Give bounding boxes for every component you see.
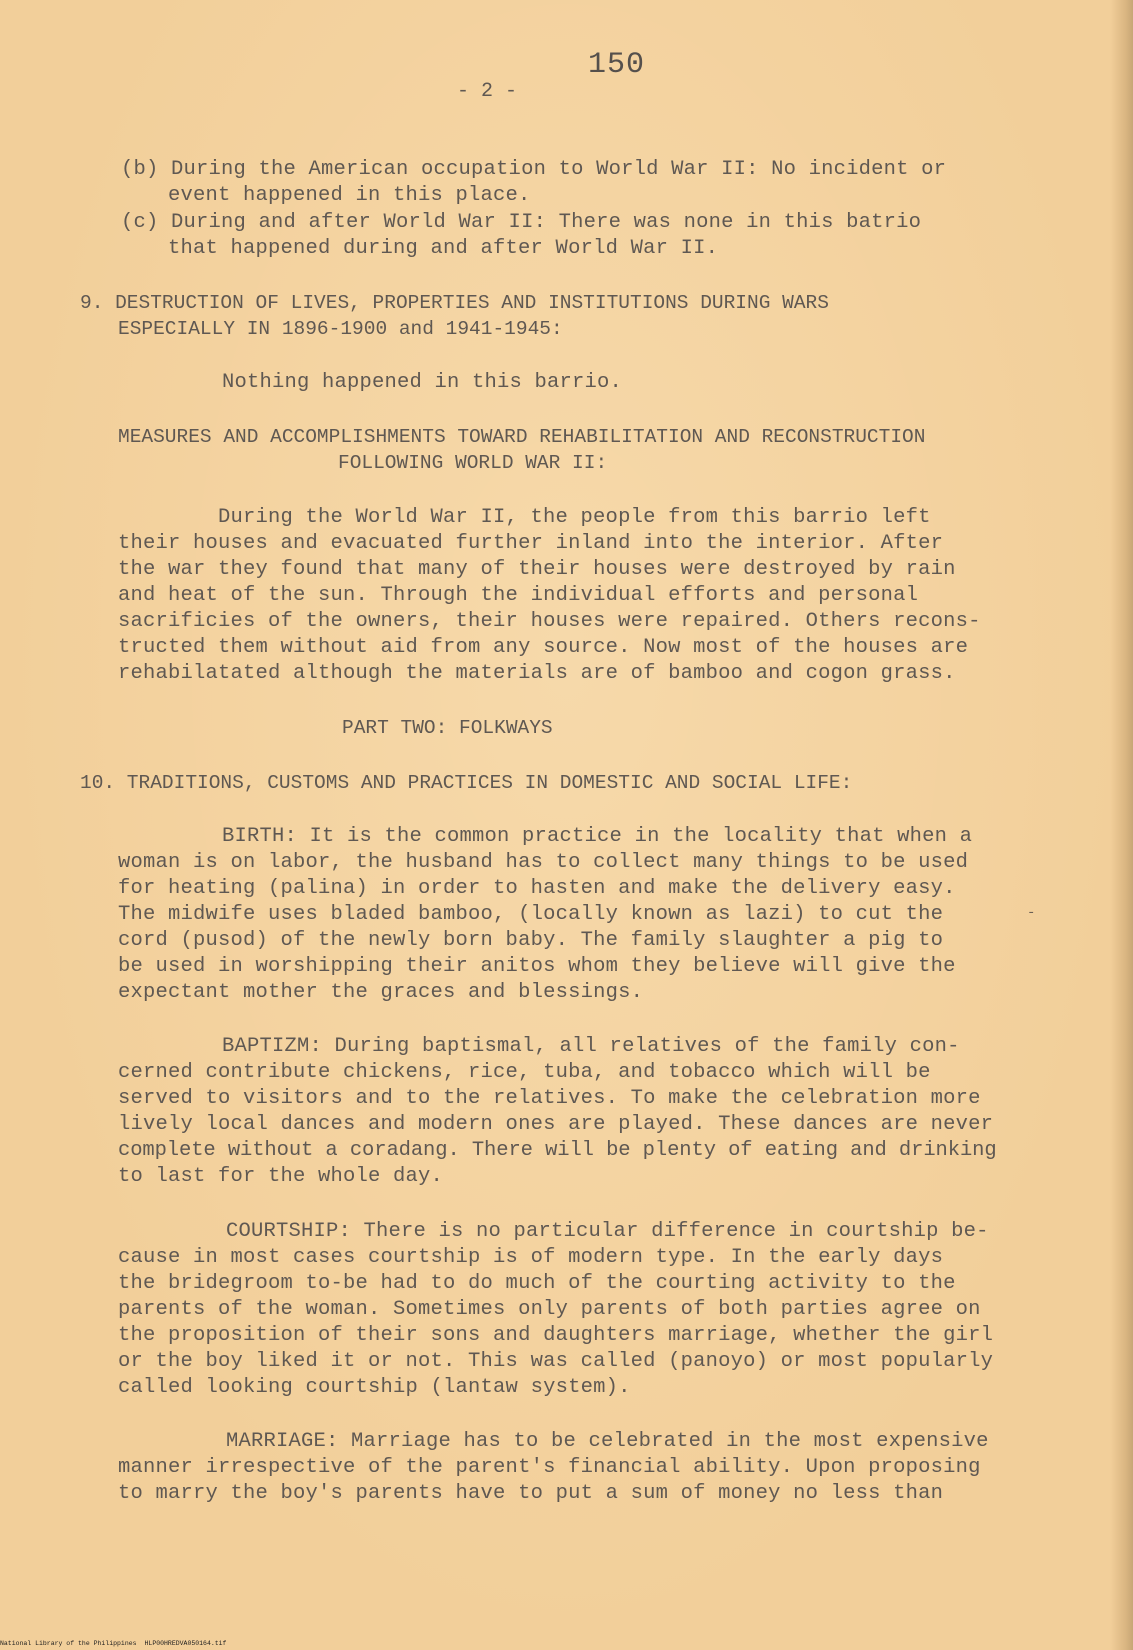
text-line: or the boy liked it or not. This was called (panoyo) or most popularly [118,1350,994,1373]
text-line: to marry the boy's parents have to put a sum of money no less than [118,1482,944,1505]
text-line: COURTSHIP: There is no particular difference in courtship be- [226,1220,989,1243]
text-line: tructed them without aid from any source. Now most of the houses are [118,636,969,659]
text-line: the bridegroom to-be had to do much of the courting activity to the [118,1272,956,1295]
text-line: that happened during and after World War II. [168,237,719,260]
part-heading: PART TWO: FOLKWAYS [342,717,553,739]
text-line: the war they found that many of their houses were destroyed by rain [118,558,956,581]
section-heading: FOLLOWING WORLD WAR II: [338,452,608,474]
text-line: for heating (palina) in order to hasten and make the delivery easy. [118,877,956,900]
text-line: served to visitors and to the relatives. To make the celebration more [118,1087,981,1110]
text-line: rehabilatated although the materials are of bamboo and cogon grass. [118,662,956,685]
text-line: (b) During the American occupation to World War II: No incident or [121,158,947,181]
text-line: event happened in this place. [168,184,531,207]
text-line: expectant mother the graces and blessings. [118,981,644,1004]
text-line: and heat of the sun. Through the individual efforts and personal [118,584,919,607]
section-heading: 10. TRADITIONS, CUSTOMS AND PRACTICES IN DOMESTIC AND SOCIAL LIFE: [80,772,853,794]
stray-mark: - [1027,905,1036,921]
text-line: to last for the whole day. [118,1165,444,1188]
section-heading: ESPECIALLY IN 1896-1900 and 1941-1945: [118,318,563,340]
text-line: be used in worshipping their anitos whom they believe will give the [118,955,956,978]
section-heading: MEASURES AND ACCOMPLISHMENTS TOWARD REHABILITATION AND RECONSTRUCTION [118,426,926,448]
scan-footer [0,1640,234,1647]
text-line: BIRTH: It is the common practice in the locality that when a [222,825,973,848]
text-line: (c) During and after World War II: There was none in this batrio [121,211,922,234]
page-number: 150 [588,48,646,82]
text-line: MARRIAGE: Marriage has to be celebrated in the most expensive [226,1430,989,1453]
text-line: complete without a coradang. There will be plenty of eating and drinking [118,1139,997,1162]
text-line: Nothing happened in this barrio. [222,371,623,394]
text-line: their houses and evacuated further inland into the interior. After [118,532,944,555]
text-line: manner irrespective of the parent's financial ability. Upon proposing [118,1456,981,1479]
text-line: cerned contribute chickens, rice, tuba, and tobacco which will be [118,1061,931,1084]
file-name: HLP00HREDVA050164.tif [144,1640,227,1647]
text-line: woman is on labor, the husband has to collect many things to be used [118,851,969,874]
sheet-number: - 2 - [457,80,518,103]
text-line: the proposition of their sons and daughters marriage, whether the girl [118,1324,994,1347]
text-line: called looking courtship (lantaw system). [118,1376,631,1399]
text-line: sacrificies of the owners, their houses were repaired. Others recons- [118,610,981,633]
text-line: cause in most cases courtship is of modern type. In the early days [118,1246,944,1269]
text-line: BAPTIZM: During baptismal, all relatives of the family con- [222,1035,960,1058]
library-name: National Library of the Philippines [0,1640,137,1647]
section-heading: 9. DESTRUCTION OF LIVES, PROPERTIES AND INSTITUTIONS DURING WARS [80,292,829,314]
text-line: cord (pusod) of the newly born baby. The family slaughter a pig to [118,929,944,952]
text-line: During the World War II, the people from this barrio left [218,506,931,529]
text-line: The midwife uses bladed bamboo, (locally known as lazi) to cut the [118,903,944,926]
text-line: parents of the woman. Sometimes only parents of both parties agree on [118,1298,981,1321]
text-line: lively local dances and modern ones are played. These dances are never [118,1113,994,1136]
